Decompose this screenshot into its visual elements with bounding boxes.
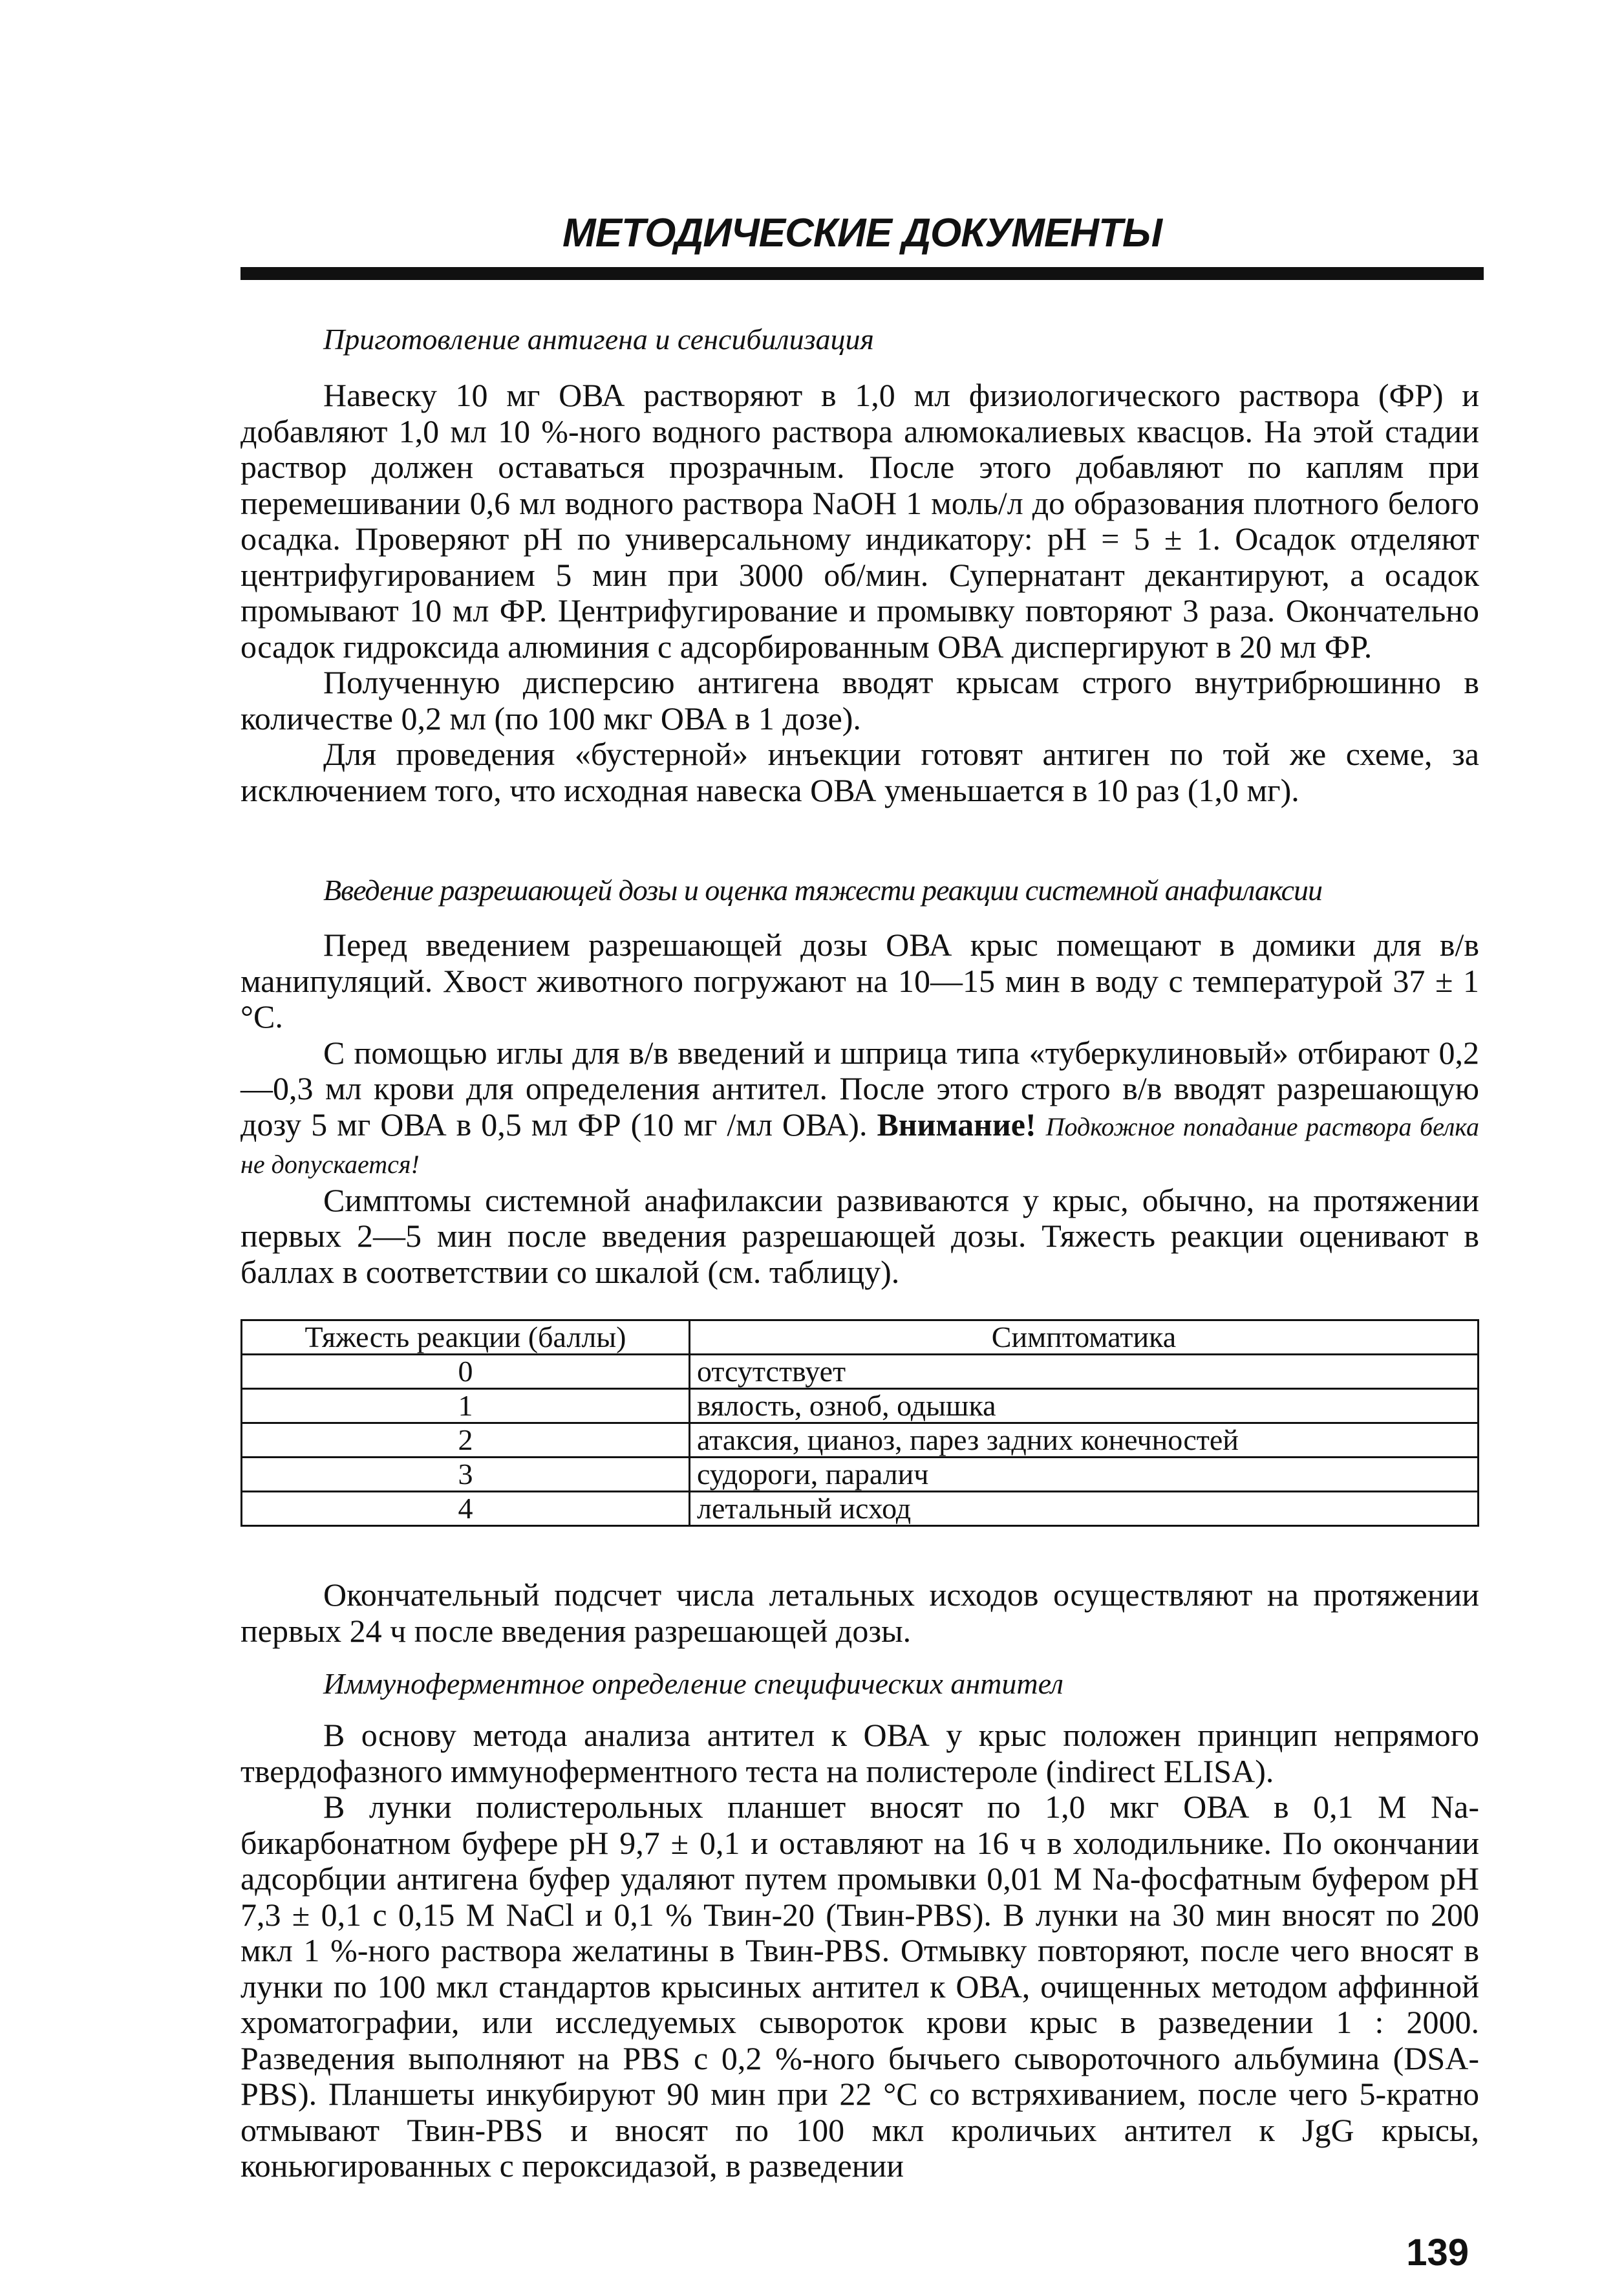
- score-cell: 1: [242, 1389, 690, 1423]
- paragraph: [240, 1035, 1479, 1183]
- warning-label: Внимание!: [877, 1106, 1036, 1143]
- table-row: [242, 1492, 1479, 1526]
- table-row: [242, 1458, 1479, 1492]
- paragraph: В лунки полистерольных планшет вносят по 1,0 мкг ОВА в 0,1 М Na-бикарбонатном буфере pH 9,7 ± 0,1 и оставляют на 16 ч в холодильнике. По окончании адсорбции антигена буфер удаляют путем промывки 0,01 М Na-фосфатным буфером pH 7,3 ± 0,1 с 0,15 М NaCl и 0,1 % Твин-20 (Твин-PBS). В лунки на 30 мин вносят по 200 мкл 1 %-ного раствора желатины в Твин-PBS. Отмывку повторяют, после чего вносят в лунки по 100 мкл стандартов крысиных антител к ОВА, очищенных методом аффинной хроматографии, или исследуемых сывороток крови крыс в разведении 1 : 2000. Разведения выполняют на PBS с 0,2 %-ного бычьего сывороточного альбумина (DSA-PBS). Планшеты инкубируют 90 мин при 22 °С со встряхиванием, после чего 5-кратно отмывают Твин-PBS и вносят по 100 мкл кроличьих антител к JgG крысы, коньюгированных с пероксидазой, в разведении: [240, 1789, 1479, 2184]
- table-row: [242, 1389, 1479, 1423]
- symptom-cell: судороги, паралич: [690, 1458, 1479, 1492]
- table-header-row: [242, 1320, 1479, 1355]
- score-cell: 4: [242, 1492, 690, 1526]
- running-header: МЕТОДИЧЕСКИЕ ДОКУМЕНТЫ: [562, 211, 1162, 255]
- symptom-cell: летальный исход: [690, 1492, 1479, 1526]
- table-row: [242, 1355, 1479, 1389]
- paragraph: Полученную дисперсию антигена вводят крысам строго внутрибрюшинно в количестве 0,2 мл (по 100 мкг ОВА в 1 дозе).: [240, 664, 1479, 737]
- column-header-symptoms: Симптоматика: [690, 1320, 1479, 1355]
- score-cell: 2: [242, 1423, 690, 1458]
- score-cell: 3: [242, 1458, 690, 1492]
- severity-table: [240, 1319, 1479, 1527]
- section-body: [240, 378, 1479, 808]
- section-heading: Введение разрешающей дозы и оценка тяжести реакции системной анафилаксии: [323, 874, 1323, 907]
- section-body: [240, 1717, 1479, 2184]
- column-header-severity: Тяжесть реакции (баллы): [242, 1320, 690, 1355]
- symptom-cell: отсутствует: [690, 1355, 1479, 1389]
- score-cell: 0: [242, 1355, 690, 1389]
- header-rule: [240, 267, 1484, 280]
- paragraph: Перед введением разрешающей дозы ОВА крыс помещают в домики для в/в манипуляций. Хвост животного погружают на 10—15 мин в воду с температурой 37 ± 1 °С.: [240, 927, 1479, 1035]
- section-heading: Иммуноферментное определение специфических антител: [323, 1667, 1063, 1700]
- paragraph: Для проведения «бустерной» инъекции готовят антиген по той же схеме, за исключением того, что исходная навеска ОВА уменьшается в 10 раз (1,0 мг).: [240, 736, 1479, 808]
- symptom-cell: вялость, озноб, одышка: [690, 1389, 1479, 1423]
- paragraph: Навеску 10 мг ОВА растворяют в 1,0 мл физиологического раствора (ФР) и добавляют 1,0 мл 10 %-ного водного раствора алюмокалиевых квасцов. На этой стадии раствор должен оставаться прозрачным. После этого добавляют по каплям при перемешивании 0,6 мл водного раствора NaOH 1 моль/л до образования плотного белого осадка. Проверяют pH по универсальному индикатору: pH = 5 ± 1. Осадок отделяют центрифугированием 5 мин при 3000 об/мин. Супернатант декантируют, а осадок промывают 10 мл ФР. Центрифугирование и промывку повторяют 3 раза. Окончательно осадок гидроксида алюминия с адсорбированным ОВА диспергируют в 20 мл ФР.: [240, 377, 1479, 665]
- after-table-text: [240, 1577, 1479, 1649]
- section-body: [240, 927, 1479, 1290]
- symptom-cell: атаксия, цианоз, парез задних конечностей: [690, 1423, 1479, 1458]
- paragraph: Симптомы системной анафилаксии развиваются у крыс, обычно, на протяжении первых 2—5 мин после введения разрешающей дозы. Тяжесть реакции оценивают в баллах в соответствии со шкалой (см. таблицу).: [240, 1181, 1479, 1290]
- paragraph: Окончательный подсчет числа летальных исходов осуществляют на протяжении первых 24 ч после введения разрешающей дозы.: [240, 1577, 1479, 1649]
- paragraph-text: С помощью иглы для в/в введений и шприца типа «туберкулиновый» отбирают 0,2—0,3 мл крови для определения антител. После этого строго в/в вводят разрешающую дозу 5 мг ОВА в 0,5 мл ФР (10 мг /мл ОВА).: [240, 1034, 1479, 1143]
- paragraph: В основу метода анализа антител к ОВА у крыс положен принцип непрямого твердофазного иммуноферментного теста на полистероле (indirect ELISA).: [240, 1717, 1479, 1789]
- table-row: [242, 1423, 1479, 1458]
- section-heading: Приготовление антигена и сенсибилизация: [323, 323, 874, 356]
- warning-text: Подкожное попадание раствора белка не допускается!: [240, 1112, 1480, 1179]
- page-number: 139: [1406, 2232, 1469, 2274]
